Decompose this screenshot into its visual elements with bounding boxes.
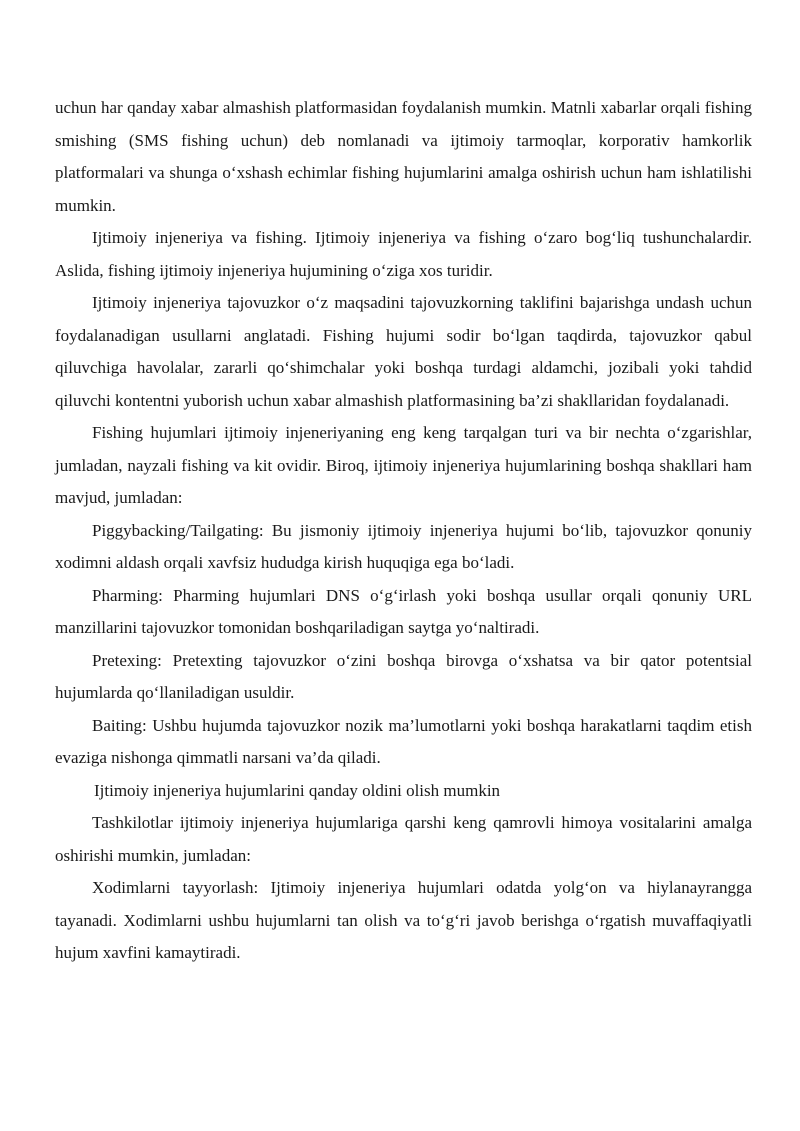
paragraph-social-engineering-and-phishing: Ijtimoiy injeneriya va fishing. Ijtimoiy injeneriya va fishing o‘zaro bog‘liq tushunchalardir. Aslida, fishing ijtimoiy injeneriya hujumining o‘ziga xos turidir. — [55, 228, 752, 280]
paragraph-continuation: uchun har qanday xabar almashish platformasidan foydalanish mumkin. Matnli xabarlar orqali fishing smishing (SMS fishing uchun) deb nomlanadi va ijtimoiy tarmoqlar, korporativ hamkorlik platformalari va shunga o‘xshash echimlar fishing hujumlarini amalga oshirish uchun ham ishlatilishi mumkin. — [55, 98, 752, 215]
paragraph-piggybacking: Piggybacking/Tailgating: Bu jismoniy ijtimoiy injeneriya hujumi bo‘lib, tajovuzkor qonuniy xodimni aldash orqali xavfsiz hududga kirish huquqiga ega bo‘ladi. — [55, 520, 752, 572]
paragraph-defenses-intro: Tashkilotlar ijtimoiy injeneriya hujumlariga qarshi keng qamrovli himoya vositalarini amalga oshirishi mumkin, jumladan: — [55, 813, 752, 865]
paragraph-employee-training: Xodimlarni tayyorlash: Ijtimoiy injeneriya hujumlari odatda yolg‘on va hiylanayrangga tayanadi. Xodimlarni ushbu hujumlarni tan olish va to‘g‘ri javob berishga o‘rgatish muvaffaqiyatli hujum xavfini kamaytiradi. — [55, 878, 752, 962]
paragraph-pretexting: Pretexing: Pretexting tajovuzkor o‘zini boshqa birovga o‘xshatsa va bir qator potentsial hujumlarda qo‘llaniladigan usuldir. — [55, 650, 752, 702]
document-page — [55, 92, 752, 970]
paragraph-pharming: Pharming: Pharming hujumlari DNS o‘g‘irlash yoki boshqa usullar orqali qonuniy URL manzillarini tajovuzkor tomonidan boshqariladigan saytga yo‘naltiradi. — [55, 585, 752, 637]
paragraph-baiting: Baiting: Ushbu hujumda tajovuzkor nozik ma’lumotlarni yoki boshqa harakatlarni taqdim etish evaziga nishonga qimmatli narsani va’da qiladi. — [55, 715, 752, 767]
paragraph-phishing-types: Fishing hujumlari ijtimoiy injeneriyaning eng keng tarqalgan turi va bir nechta o‘zgarishlar, jumladan, nayzali fishing va kit ovidir. Biroq, ijtimoiy injeneriya hujumlarining boshqa shakllari ham mavjud, jumladan: — [55, 423, 752, 507]
section-heading: Ijtimoiy injeneriya hujumlarini qanday oldini olish mumkin — [94, 780, 501, 800]
paragraph-social-engineering-definition: Ijtimoiy injeneriya tajovuzkor o‘z maqsadini tajovuzkorning taklifini bajarishga undash uchun foydalanadigan usullarni anglatadi. Fishing hujumi sodir bo‘lgan taqdirda, tajovuzkor qabul qiluvchiga havolalar, zararli qo‘shimchalar yoki boshqa turdagi aldamchi, jozibali yoki tahdid qiluvchi kontentni yuborish uchun xabar almashish platformasining ba’zi shakllaridan foydalanadi. — [55, 293, 752, 410]
